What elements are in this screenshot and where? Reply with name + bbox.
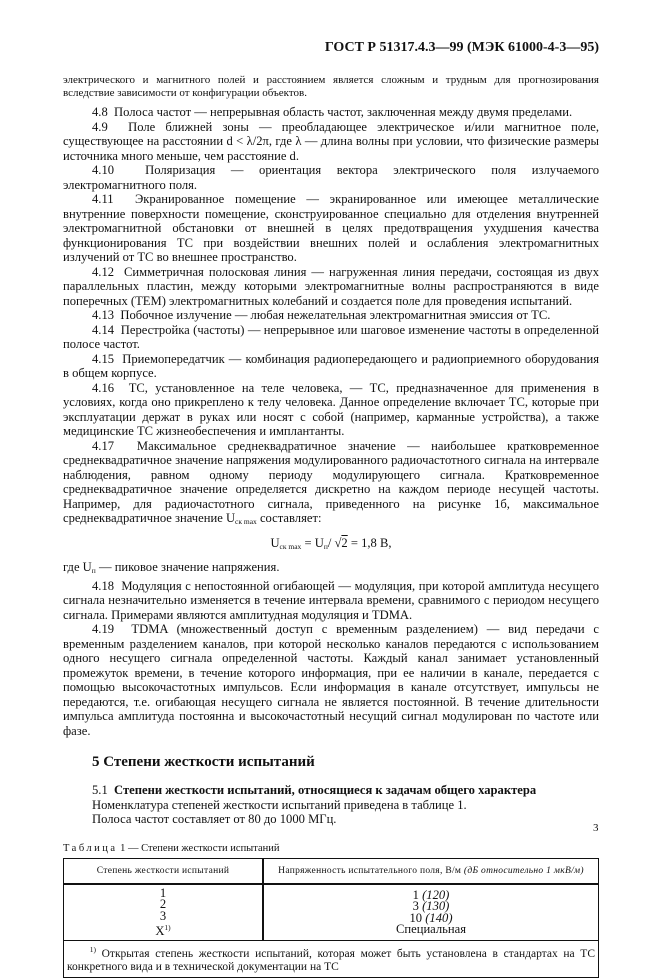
definition-number: 4.18 <box>92 578 115 593</box>
definition-number: 4.9 <box>92 119 108 134</box>
header-text: Напряженность испытательного поля, В/м <box>278 865 464 876</box>
page-number: 3 <box>593 822 599 834</box>
section-title: 5 Степени жесткости испытаний <box>92 754 315 771</box>
definition-4-12 <box>63 265 599 309</box>
subscript: п <box>323 541 328 551</box>
subscript: п <box>91 566 96 576</box>
formula-lhs: U <box>270 535 280 550</box>
definition-4-8 <box>63 105 599 120</box>
definition-number: 4.16 <box>92 380 115 395</box>
value-text: 3 <box>412 899 423 914</box>
value-db: (140) <box>425 910 453 925</box>
definition-number: 4.14 <box>92 322 115 337</box>
subsection-number: 5.1 <box>92 783 108 798</box>
value-text: 10 <box>409 910 426 925</box>
page-body <box>63 74 599 978</box>
table-cell-level: 2 <box>159 897 167 912</box>
definition-4-14 <box>63 323 599 352</box>
value-text: Специальная <box>395 922 467 937</box>
definition-text: Модуляция с непостоянной огибающей — модуляция, при которой амплитуда несущего сигнала незначительно изменяется в течение интервала времени, сравнимого с периодом несущего сигнала. Примерами являются амплитудная модуляция и TDMA. <box>63 578 600 622</box>
table-header-row <box>64 858 599 884</box>
level-text: X <box>155 924 165 939</box>
definition-tail: составляет: <box>259 511 322 526</box>
value-text: 1 <box>412 887 423 902</box>
definition-text: Симметричная полосковая линия — нагруженная линия передачи, состоящая из двух параллельных пластин, между которыми электромагнитные волны распространяются в виде поперечных (ТЕМ) электромагнитных колебаний и создается поле для проведения испытаний. <box>63 264 600 308</box>
value-db: (120) <box>422 887 450 902</box>
definition-text: Побочное излучение — любая нежелательная электромагнитная эмиссия от ТС. <box>120 308 551 323</box>
where-text: — пиковое значение напряжения. <box>95 560 280 575</box>
definition-text: Поле ближней зоны — преобладающее электрическое и/или магнитное поле, существующее на расстоянии d < λ/2π, где λ — длина волны при условии, что физические размеры источника много меньше, чем расстояние d. <box>63 119 600 163</box>
footnote-text: Открытая степень жесткости испытаний, которая может быть установлена в стандартах на ТС конкретного вида и в технической документации на ТС <box>67 947 595 973</box>
table-body-row <box>64 884 599 941</box>
subscript: ск max <box>279 541 302 551</box>
section-line-1: Номенклатура степеней жесткости испытаний приведена в таблице 1. <box>92 797 467 812</box>
definition-text: Полоса частот — непрерывная область частот, заключенная между двумя пределами. <box>114 105 573 120</box>
formula-rhs: = 1,8 В, <box>347 535 392 550</box>
subscript: ск max <box>235 517 257 527</box>
footnote-marker: 1) <box>164 923 171 933</box>
formula-part: = U <box>301 535 324 550</box>
document-header: ГОСТ Р 51317.4.3—99 (МЭК 61000-4-3—95) <box>324 40 599 55</box>
intro-paragraph: электрического и магнитного полей и расстоянием является сложным и трудным для прогнозирования вследствие зависимости от конфигурации объектов. <box>63 74 599 99</box>
subsection-title <box>92 783 599 798</box>
table-cell-value <box>264 924 598 936</box>
definition-number: 4.11 <box>92 192 114 207</box>
definition-4-10 <box>63 163 599 192</box>
definition-number: 4.12 <box>92 264 115 279</box>
definition-text: Экранированное помещение — экранированное или имеющее металлические внутренние поверхности помещение, сконструированное специально для отделения внутренней электромагнитной обстановки от внешней в целях предотвращения ухудшения качества функционирования ТС при воздействии внешних полей и ослабления электромагнитных излучений от ТС во внешнее пространство. <box>63 192 600 265</box>
definition-text: TDMA (множественный доступ с временным разделением) — вид передачи с временным разделением каналов, при которой несколько каналов передаются с использованием одного несущего сигнала определенной частоты. Каждый канал занимает установленный промежуток времени, в течение которого информация, при ее наличии в канале, передается с помощью высокочастотных импульсов. Если информация в канале отсутствует, импульсы не передаются, т.е. огибающая несущего сигнала не является постоянной. В течение длительности импульса амплитуда постоянна и высокочастотный несущий сигнал модулирован по частоте или фазе. <box>63 622 599 738</box>
definition-4-11 <box>63 192 599 265</box>
definition-number: 4.13 <box>92 308 115 323</box>
section-line-2: Полоса частот составляет от 80 до 1000 МГц. <box>92 812 337 827</box>
definition-text: ТС, установленное на теле человека, — ТС, предназначенное для применения в условиях, когда оно прикреплено к телу человека. Данное определение включает ТС, которые при эксплуатации держат в руках или носят с собой (например, карманные устройства), а также медицинские ТС жизнеобеспечения и имплантанты. <box>63 380 599 439</box>
definition-number: 4.15 <box>92 351 115 366</box>
definition-text: Перестройка (частоты) — непрерывное или шаговое изменение частоты в определенной полосе частот. <box>63 322 600 352</box>
definition-4-16 <box>63 381 599 439</box>
header-field-strength <box>263 858 599 884</box>
severity-levels-cell <box>64 884 264 941</box>
definition-text: Поляризация — ориентация вектора электрического поля излучаемого электромагнитного поля. <box>63 163 599 192</box>
caption-text: 1 — Степени жесткости испытаний <box>117 842 280 854</box>
definition-text: Максимальное среднеквадратичное значение — наибольшее кратковременное среднеквадратичное значение напряжения модулированного радиочастотного сигнала на интервале наблюдения, равном одному периоду модулирующего сигнала. Кратковременное среднеквадратичное значение определяется дискретно на каждом периоде несущей частоты. Например, для радиочастотного сигнала, приведенного на рисунке 1б, максимальное среднеквадратичное значение U <box>63 438 599 526</box>
definition-text: Приемопередатчик — комбинация радиопередающего и радиоприемного оборудования в общем корпусе. <box>63 351 600 381</box>
definition-4-18 <box>63 579 599 623</box>
definition-4-17 <box>63 439 599 530</box>
footnote-marker: 1) <box>89 944 96 954</box>
definitions-list <box>63 105 599 738</box>
definition-number: 4.19 <box>92 622 115 637</box>
field-strength-cell <box>263 884 599 941</box>
value-db: (130) <box>422 899 450 914</box>
table-caption <box>63 843 599 854</box>
table-footnote-row <box>64 940 599 977</box>
formula-part: / <box>327 535 335 550</box>
definition-number: 4.8 <box>92 105 108 120</box>
where-line <box>63 560 599 579</box>
subsection-heading: Степени жесткости испытаний, относящиеся к задачам общего характера <box>114 783 537 798</box>
formula: $U_{ск max} = U_п/$ √2 = 1,8 В, <box>270 535 392 551</box>
definition-4-9 <box>63 120 599 164</box>
table-cell-level: 1 <box>159 885 167 900</box>
header-severity-level: Степень жесткости испытаний <box>64 858 264 884</box>
definition-number: 4.17 <box>92 438 115 453</box>
where-prefix: где U <box>63 560 92 575</box>
definition-4-13 <box>63 308 599 323</box>
table-footnote <box>64 940 599 977</box>
severity-table <box>63 858 599 978</box>
definition-4-19 <box>63 622 599 738</box>
definition-4-15 <box>63 352 599 381</box>
header-unit-italic: (дБ относительно 1 мкВ/м) <box>463 865 584 876</box>
sqrt-argument: 2 <box>341 535 348 550</box>
table-cell-level: 3 <box>159 908 167 923</box>
definition-number: 4.10 <box>92 163 115 178</box>
caption-label: Таблица <box>63 842 118 854</box>
